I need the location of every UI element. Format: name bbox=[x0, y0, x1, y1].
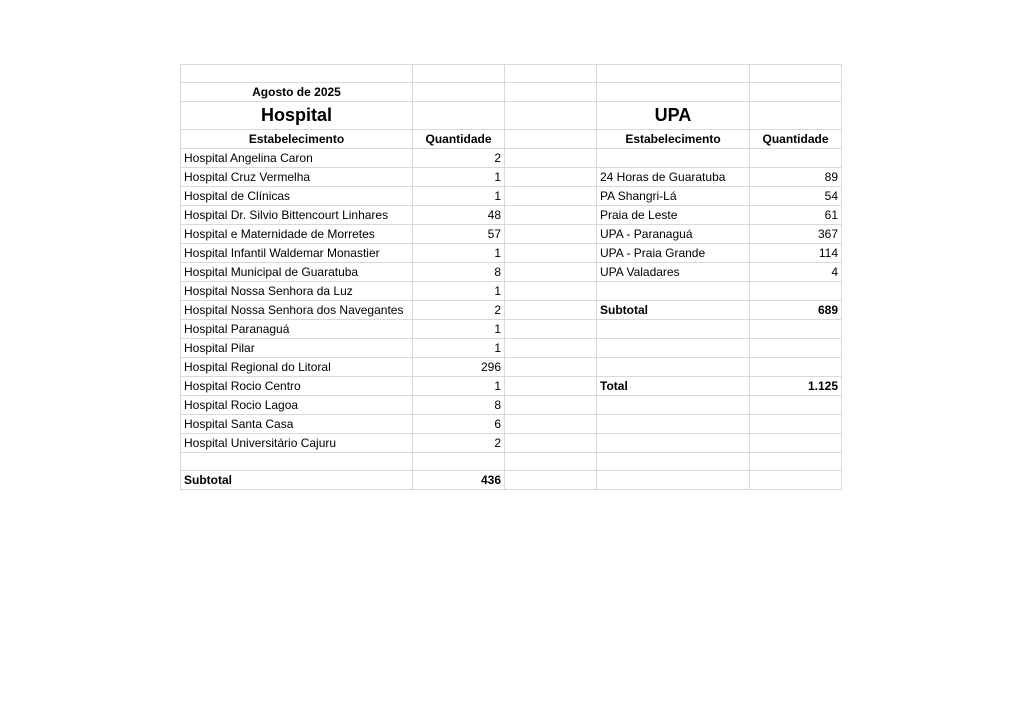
cell bbox=[750, 434, 842, 453]
table-row bbox=[181, 320, 842, 339]
hospital-qty: 8 bbox=[413, 396, 505, 415]
hospital-header-name: Estabelecimento bbox=[181, 130, 413, 149]
table-row bbox=[181, 471, 842, 490]
cell bbox=[750, 320, 842, 339]
cell bbox=[505, 168, 597, 187]
date-label: Agosto de 2025 bbox=[181, 83, 413, 102]
cell bbox=[505, 244, 597, 263]
cell bbox=[413, 453, 505, 471]
hospital-qty: 1 bbox=[413, 282, 505, 301]
table-row bbox=[181, 187, 842, 206]
hospital-name: Hospital Pilar bbox=[181, 339, 413, 358]
upa-subtotal-value: 689 bbox=[750, 301, 842, 320]
cell bbox=[750, 453, 842, 471]
hospital-name: Hospital Municipal de Guaratuba bbox=[181, 263, 413, 282]
table-row bbox=[181, 377, 842, 396]
cell bbox=[597, 65, 750, 83]
cell bbox=[413, 102, 505, 130]
cell bbox=[597, 471, 750, 490]
hospital-qty: 1 bbox=[413, 168, 505, 187]
table-row bbox=[181, 282, 842, 301]
hospital-qty: 1 bbox=[413, 187, 505, 206]
cell bbox=[597, 358, 750, 377]
cell bbox=[505, 358, 597, 377]
hospital-name: Hospital e Maternidade de Morretes bbox=[181, 225, 413, 244]
upa-qty: 61 bbox=[750, 206, 842, 225]
hospital-subtotal-value: 436 bbox=[413, 471, 505, 490]
cell bbox=[750, 471, 842, 490]
upa-header-qty: Quantidade bbox=[750, 130, 842, 149]
cell bbox=[505, 187, 597, 206]
upa-header-name: Estabelecimento bbox=[597, 130, 750, 149]
hospital-name: Hospital de Clínicas bbox=[181, 187, 413, 206]
cell bbox=[505, 83, 597, 102]
upa-section-title: UPA bbox=[597, 102, 750, 130]
hospital-name: Hospital Infantil Waldemar Monastier bbox=[181, 244, 413, 263]
cell bbox=[750, 83, 842, 102]
hospital-name: Hospital Cruz Vermelha bbox=[181, 168, 413, 187]
cell bbox=[597, 83, 750, 102]
hospital-qty: 6 bbox=[413, 415, 505, 434]
cell bbox=[597, 282, 750, 301]
cell bbox=[505, 415, 597, 434]
hospital-name: Hospital Angelina Caron bbox=[181, 149, 413, 168]
cell bbox=[505, 282, 597, 301]
table-row bbox=[181, 225, 842, 244]
cell bbox=[597, 453, 750, 471]
upa-name: UPA - Praia Grande bbox=[597, 244, 750, 263]
upa-qty: 367 bbox=[750, 225, 842, 244]
cell bbox=[750, 149, 842, 168]
hospital-name: Hospital Nossa Senhora dos Navegantes bbox=[181, 301, 413, 320]
upa-qty: 89 bbox=[750, 168, 842, 187]
cell bbox=[505, 206, 597, 225]
cell bbox=[505, 320, 597, 339]
table-row bbox=[181, 434, 842, 453]
hospital-section-title: Hospital bbox=[181, 102, 413, 130]
hospital-name: Hospital Regional do Litoral bbox=[181, 358, 413, 377]
hospital-name: Hospital Santa Casa bbox=[181, 415, 413, 434]
cell bbox=[505, 453, 597, 471]
hospital-name: Hospital Rocio Centro bbox=[181, 377, 413, 396]
table-row bbox=[181, 453, 842, 471]
cell bbox=[750, 282, 842, 301]
cell bbox=[750, 415, 842, 434]
hospital-qty: 57 bbox=[413, 225, 505, 244]
hospital-qty: 2 bbox=[413, 434, 505, 453]
upa-name: UPA - Paranaguá bbox=[597, 225, 750, 244]
cell bbox=[505, 263, 597, 282]
table-row bbox=[181, 263, 842, 282]
table-row bbox=[181, 339, 842, 358]
cell bbox=[597, 320, 750, 339]
upa-qty: 114 bbox=[750, 244, 842, 263]
cell bbox=[750, 339, 842, 358]
cell bbox=[413, 83, 505, 102]
hospital-name: Hospital Rocio Lagoa bbox=[181, 396, 413, 415]
cell bbox=[597, 415, 750, 434]
column-header-row bbox=[181, 130, 842, 149]
hospital-subtotal-label: Subtotal bbox=[181, 471, 413, 490]
cell bbox=[505, 102, 597, 130]
hospital-qty: 2 bbox=[413, 301, 505, 320]
upa-name: UPA Valadares bbox=[597, 263, 750, 282]
table-row bbox=[181, 244, 842, 263]
hospital-qty: 296 bbox=[413, 358, 505, 377]
upa-name: 24 Horas de Guaratuba bbox=[597, 168, 750, 187]
cell bbox=[750, 65, 842, 83]
table-row bbox=[181, 301, 842, 320]
table-row bbox=[181, 396, 842, 415]
hospital-header-qty: Quantidade bbox=[413, 130, 505, 149]
cell bbox=[181, 453, 413, 471]
cell bbox=[750, 396, 842, 415]
cell bbox=[181, 65, 413, 83]
table-row bbox=[181, 206, 842, 225]
cell bbox=[505, 377, 597, 396]
total-label: Total bbox=[597, 377, 750, 396]
hospital-name: Hospital Universitário Cajuru bbox=[181, 434, 413, 453]
cell bbox=[597, 339, 750, 358]
cell bbox=[413, 65, 505, 83]
total-value: 1.125 bbox=[750, 377, 842, 396]
cell bbox=[505, 149, 597, 168]
cell bbox=[750, 102, 842, 130]
hospital-qty: 1 bbox=[413, 377, 505, 396]
table-row bbox=[181, 149, 842, 168]
date-row bbox=[181, 83, 842, 102]
empty-row bbox=[181, 65, 842, 83]
hospital-qty: 1 bbox=[413, 320, 505, 339]
upa-qty: 4 bbox=[750, 263, 842, 282]
upa-name: Praia de Leste bbox=[597, 206, 750, 225]
cell bbox=[505, 130, 597, 149]
spreadsheet-table bbox=[180, 64, 842, 490]
cell bbox=[505, 434, 597, 453]
hospital-qty: 48 bbox=[413, 206, 505, 225]
sheet-body bbox=[181, 65, 842, 490]
cell bbox=[505, 65, 597, 83]
hospital-qty: 1 bbox=[413, 339, 505, 358]
hospital-qty: 8 bbox=[413, 263, 505, 282]
hospital-name: Hospital Nossa Senhora da Luz bbox=[181, 282, 413, 301]
cell bbox=[505, 471, 597, 490]
table-row bbox=[181, 415, 842, 434]
cell bbox=[505, 225, 597, 244]
cell bbox=[597, 434, 750, 453]
hospital-name: Hospital Paranaguá bbox=[181, 320, 413, 339]
cell bbox=[505, 339, 597, 358]
table-row bbox=[181, 168, 842, 187]
cell bbox=[597, 396, 750, 415]
hospital-name: Hospital Dr. Silvio Bittencourt Linhares bbox=[181, 206, 413, 225]
cell bbox=[750, 358, 842, 377]
hospital-qty: 2 bbox=[413, 149, 505, 168]
table-row bbox=[181, 358, 842, 377]
hospital-qty: 1 bbox=[413, 244, 505, 263]
upa-name: PA Shangri-Lá bbox=[597, 187, 750, 206]
upa-subtotal-label: Subtotal bbox=[597, 301, 750, 320]
cell bbox=[597, 149, 750, 168]
section-title-row bbox=[181, 102, 842, 130]
cell bbox=[505, 396, 597, 415]
cell bbox=[505, 301, 597, 320]
upa-qty: 54 bbox=[750, 187, 842, 206]
